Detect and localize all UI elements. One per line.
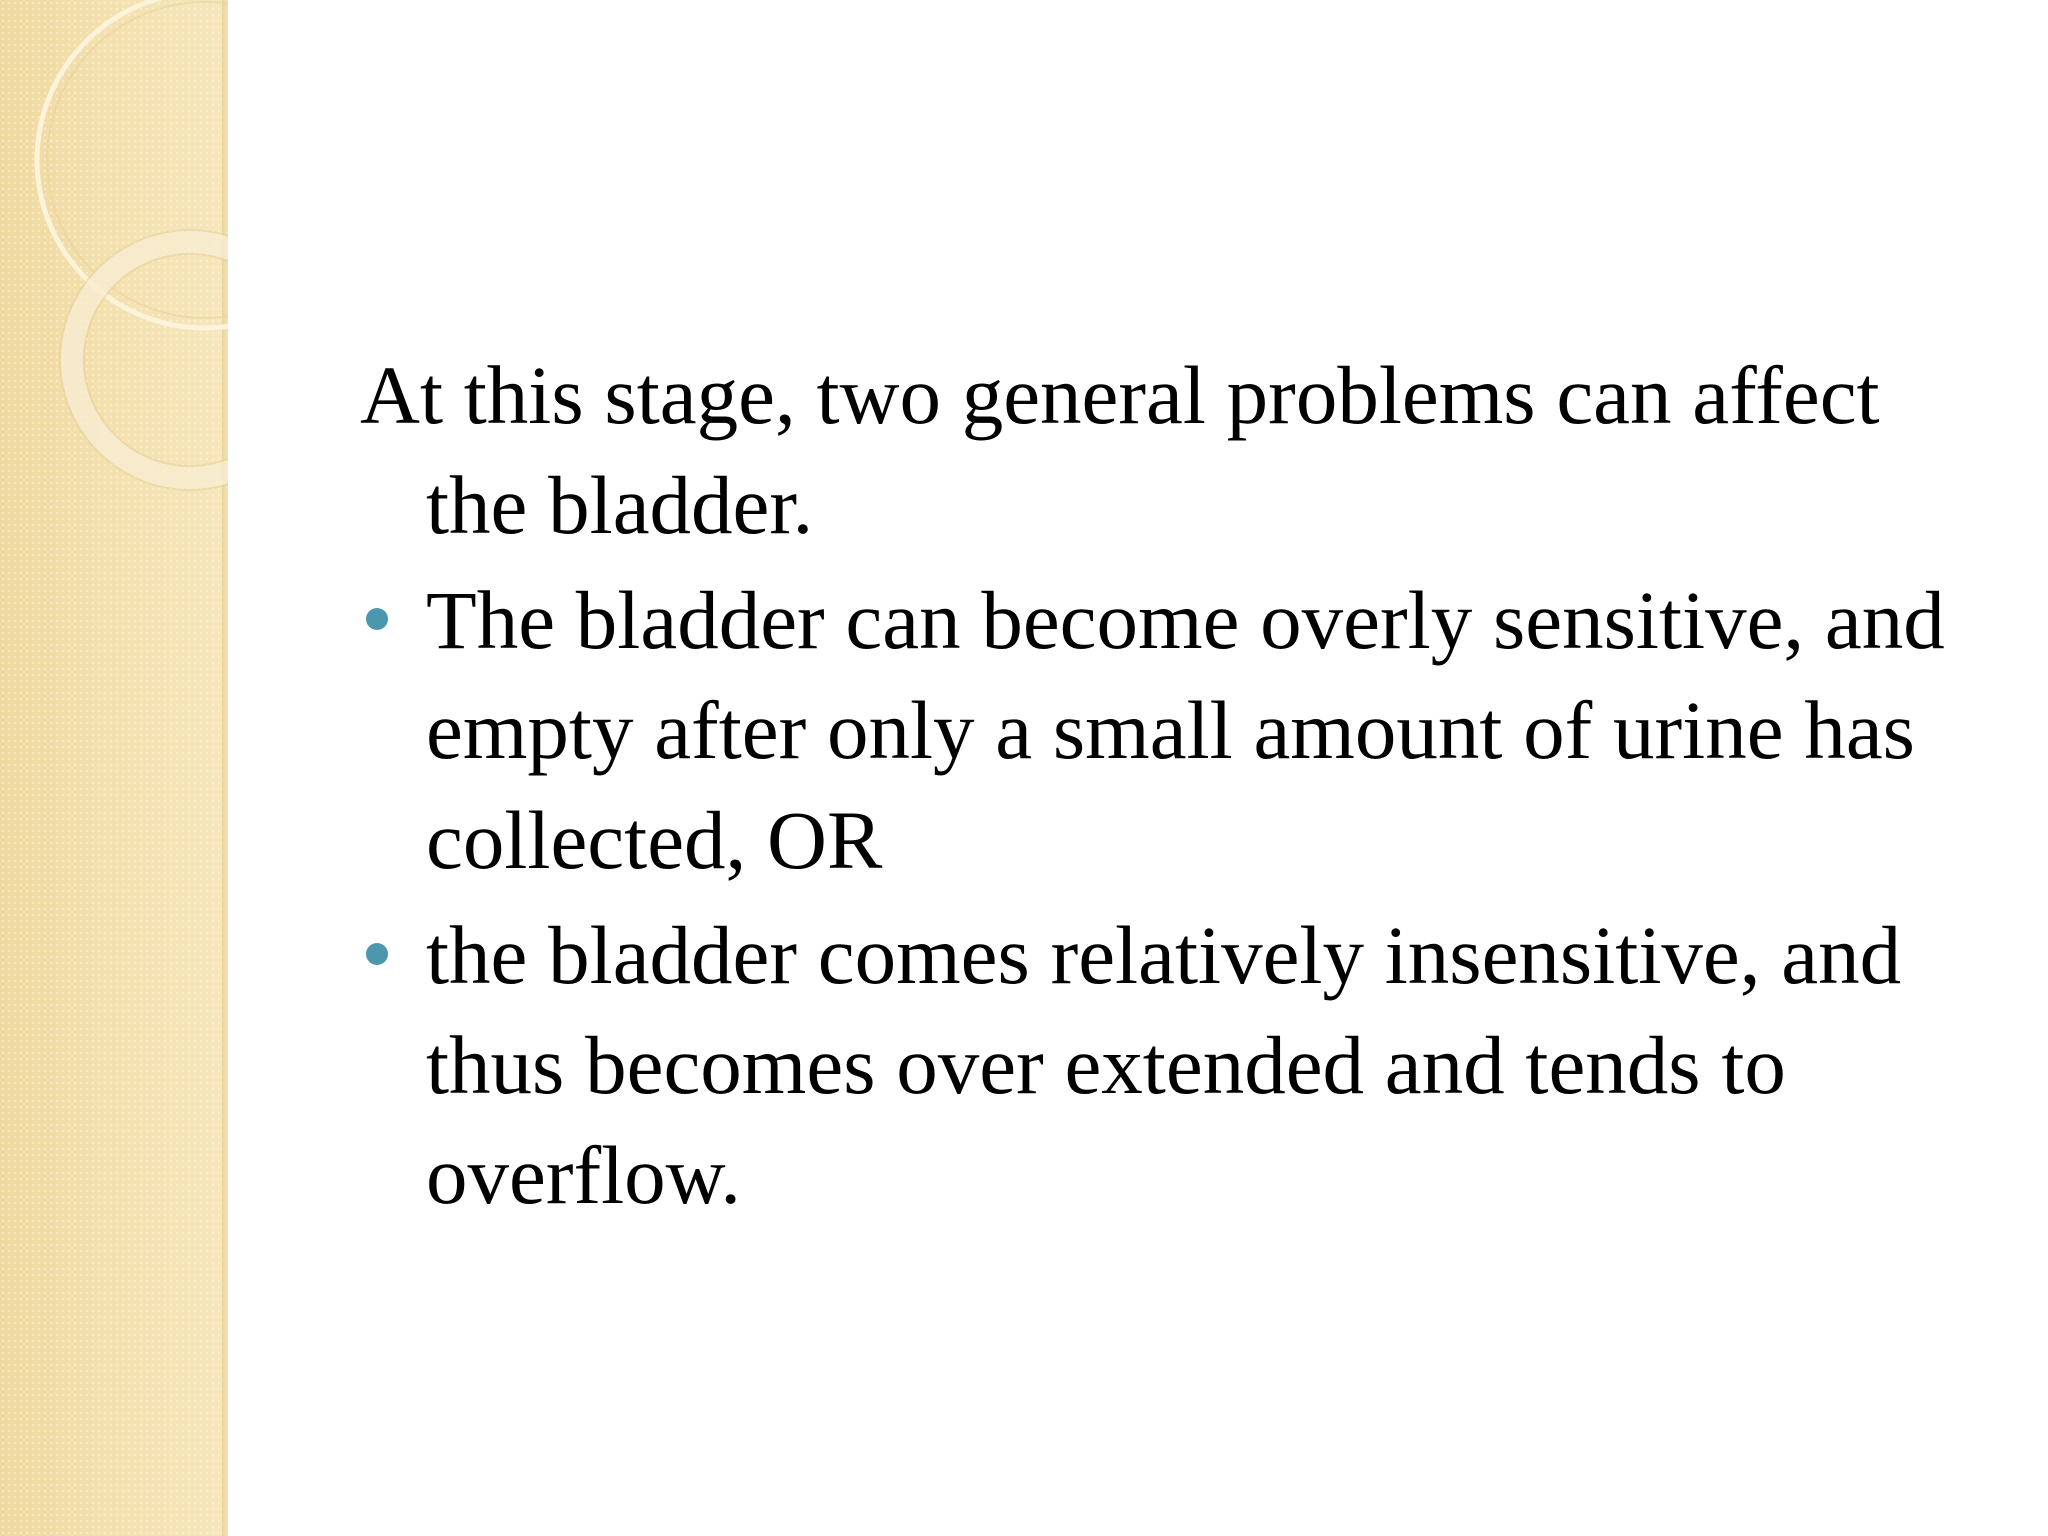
circle-bullet-icon <box>366 943 388 965</box>
bullet-item-1 <box>360 565 2000 895</box>
slide-body <box>360 340 2000 1230</box>
bullet-text: the bladder comes relatively insensitive, and thus becomes over extended and tends to overflow. <box>426 909 1902 1221</box>
intro-paragraph: At this stage, two general problems can affect the bladder. <box>360 349 1880 551</box>
circle-bullet-icon <box>366 608 388 630</box>
bullet-item-2 <box>360 900 2000 1230</box>
ring-ornament-icon <box>0 0 228 520</box>
bullet-text: The bladder can become overly sensitive, and empty after only a small amount of urine has collected, OR <box>426 574 1945 886</box>
